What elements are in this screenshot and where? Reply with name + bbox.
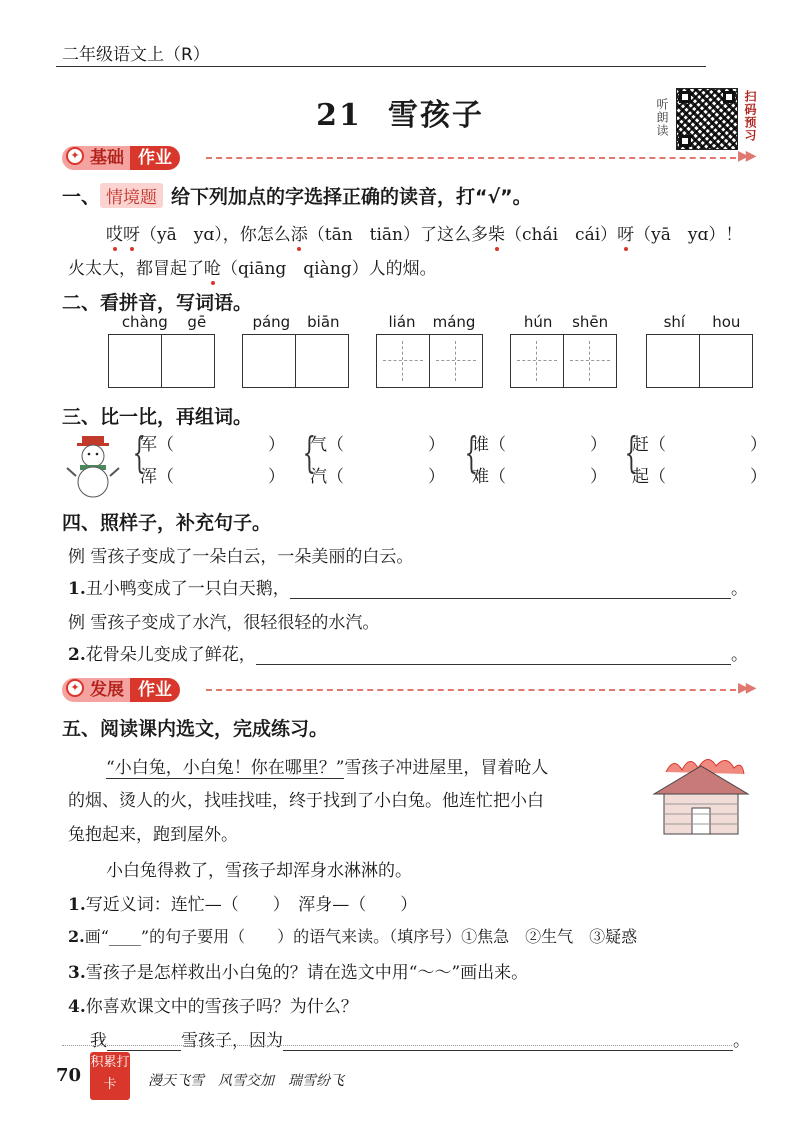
- q4-example-2: 例 雪孩子变成了水汽，很轻很轻的水汽。: [68, 613, 380, 633]
- q5-answer-line: 我 雪孩子，因为 。: [90, 1031, 750, 1051]
- dotted-char: 添: [291, 220, 308, 245]
- pinyin-choice[interactable]: （yā yɑ）！: [634, 225, 743, 245]
- pair-group-1: [132, 428, 290, 494]
- pinyin-choice[interactable]: （qiāng qiàng）人的烟。: [221, 259, 437, 279]
- pair-row: 气（ ）: [310, 435, 445, 455]
- qr-preview-label: 扫码预习: [743, 90, 757, 142]
- section-badge-right: 作业: [130, 678, 180, 702]
- q2-heading: 二、看拼音，写词语。: [62, 292, 253, 314]
- pair-row: 赶（ ）: [632, 435, 767, 455]
- q5-passage-3: 兔抱起来，跑到屋外。: [68, 825, 238, 845]
- accumulate-badge: 积累打卡: [90, 1052, 130, 1100]
- qr-corner-icon: [679, 135, 691, 147]
- double-arrow-icon: ▶▶: [738, 680, 754, 696]
- underlined-quote: “小白兔，小白兔！你在哪里？”: [106, 758, 345, 778]
- pinyin-choice[interactable]: （tān tiān）了这么多: [307, 225, 489, 245]
- section-badge-left: ✦ 发展: [62, 678, 130, 702]
- word2-grid[interactable]: [242, 334, 349, 388]
- snowman-icon: [66, 434, 120, 498]
- q4-example-1: 例 雪孩子变成了一朵白云，一朵美丽的白云。: [68, 547, 414, 567]
- pinyin-choice[interactable]: （chái cái）: [505, 225, 618, 245]
- lightbulb-icon: ✦: [66, 147, 84, 165]
- q5-passage-4: 小白兔得救了，雪孩子却浑身水淋淋的。: [106, 861, 412, 881]
- answer-line[interactable]: [256, 648, 731, 665]
- qr-code-icon[interactable]: [676, 88, 738, 150]
- q3-heading: 三、比一比，再组词。: [62, 406, 253, 428]
- page-number: 70: [56, 1065, 82, 1086]
- q4-sentence-1: 1. 丑小鸭变成了一只白天鹅， 。: [68, 579, 748, 599]
- section-badge-left: ✦ 基础: [62, 146, 130, 170]
- word2-pinyin: páng biān: [252, 313, 340, 331]
- q5-item-2: 2.画“____”的句子要用（ ）的语气来读。（填序号）①焦急 ②生气 ③疑惑: [68, 927, 638, 946]
- dotted-char: 呀: [123, 220, 140, 245]
- q5-passage-1: “小白兔，小白兔！你在哪里？”雪孩子冲进屋里，冒着呛人: [106, 758, 549, 778]
- brace-icon: {: [132, 428, 147, 477]
- dotted-char: 哎: [106, 220, 123, 245]
- pair-row: 起（ ）: [632, 467, 767, 487]
- word5-pinyin: shí hou: [663, 313, 741, 331]
- answer-line[interactable]: [290, 582, 731, 599]
- word1-pinyin: chàng gē: [121, 313, 207, 331]
- brace-icon: {: [464, 428, 479, 477]
- section-dash-line: [206, 689, 736, 691]
- q1-instruction: 给下列加点的字选择正确的读音，打“√”。: [171, 186, 532, 208]
- brace-icon: {: [302, 428, 317, 477]
- pair-group-3: [464, 428, 622, 494]
- pair-group-4: [624, 428, 772, 494]
- lesson-title: 雪孩子: [387, 98, 484, 133]
- lesson-number: 21: [316, 98, 362, 133]
- q1-line2: 火太大，都冒起了呛（qiāng qiàng）人的烟。: [68, 254, 437, 279]
- q5-item-3: 3.雪孩子是怎样救出小白兔的？请在选文中用“～～”画出来。: [68, 963, 529, 983]
- qr-corner-icon: [679, 91, 691, 103]
- qr-listen-label: 听朗读: [655, 98, 669, 137]
- pinyin-choice[interactable]: （yā yɑ），你怎么: [140, 225, 291, 245]
- dotted-char: 呀: [617, 220, 634, 245]
- section-dash-line: [206, 157, 736, 159]
- pair-row: 军（ ）: [140, 435, 285, 455]
- word5-grid[interactable]: [646, 334, 753, 388]
- pair-row: 浑（ ）: [140, 467, 285, 487]
- pair-row: 汽（ ）: [310, 467, 445, 487]
- q1-heading: 一、 情境题 给下列加点的字选择正确的读音，打“√”。: [62, 182, 532, 209]
- double-arrow-icon: ▶▶: [738, 148, 754, 164]
- word3-grid[interactable]: [376, 334, 483, 388]
- situation-tag: 情境题: [100, 183, 163, 208]
- section-badge-develop: [62, 678, 180, 702]
- q1-line1: [106, 220, 742, 245]
- word1-grid[interactable]: [108, 334, 215, 388]
- word4-grid[interactable]: [510, 334, 617, 388]
- burning-house-icon: [646, 752, 756, 840]
- pair-row: 难（ ）: [472, 467, 607, 487]
- footer-idioms: 漫天飞雪 风雪交加 瑞雪纷飞: [148, 1073, 344, 1089]
- dotted-char: 柴: [488, 220, 505, 245]
- brace-icon: {: [624, 428, 639, 477]
- lightbulb-icon: ✦: [66, 679, 84, 697]
- qr-corner-icon: [723, 91, 735, 103]
- q5-heading: 五、阅读课内选文，完成练习。: [62, 718, 329, 740]
- q5-item-1: 1.写近义词：连忙—（ ） 浑身—（ ）: [68, 895, 418, 915]
- q4-heading: 四、照样子，补充句子。: [62, 512, 272, 534]
- section-badge-right: 作业: [130, 146, 180, 170]
- word4-pinyin: hún shēn: [523, 313, 609, 331]
- q4-sentence-2: 2. 花骨朵儿变成了鲜花， 。: [68, 645, 748, 665]
- footer-divider: [62, 1045, 732, 1046]
- section-badge-basic: [62, 146, 180, 170]
- book-label: 二年级语文上（R）: [62, 45, 210, 65]
- answer-line[interactable]: [283, 1034, 733, 1051]
- word3-pinyin: lián máng: [388, 313, 476, 331]
- answer-blank[interactable]: [107, 1034, 181, 1051]
- header-divider: [56, 66, 706, 67]
- dotted-char: 呛: [204, 254, 221, 279]
- q5-item-4: 4.你喜欢课文中的雪孩子吗？为什么？: [68, 997, 358, 1017]
- pair-group-2: [302, 428, 460, 494]
- q5-passage-2: 的烟、烫人的火，找哇找哇，终于找到了小白兔。他连忙把小白: [68, 791, 544, 811]
- pair-row: 谁（ ）: [472, 435, 607, 455]
